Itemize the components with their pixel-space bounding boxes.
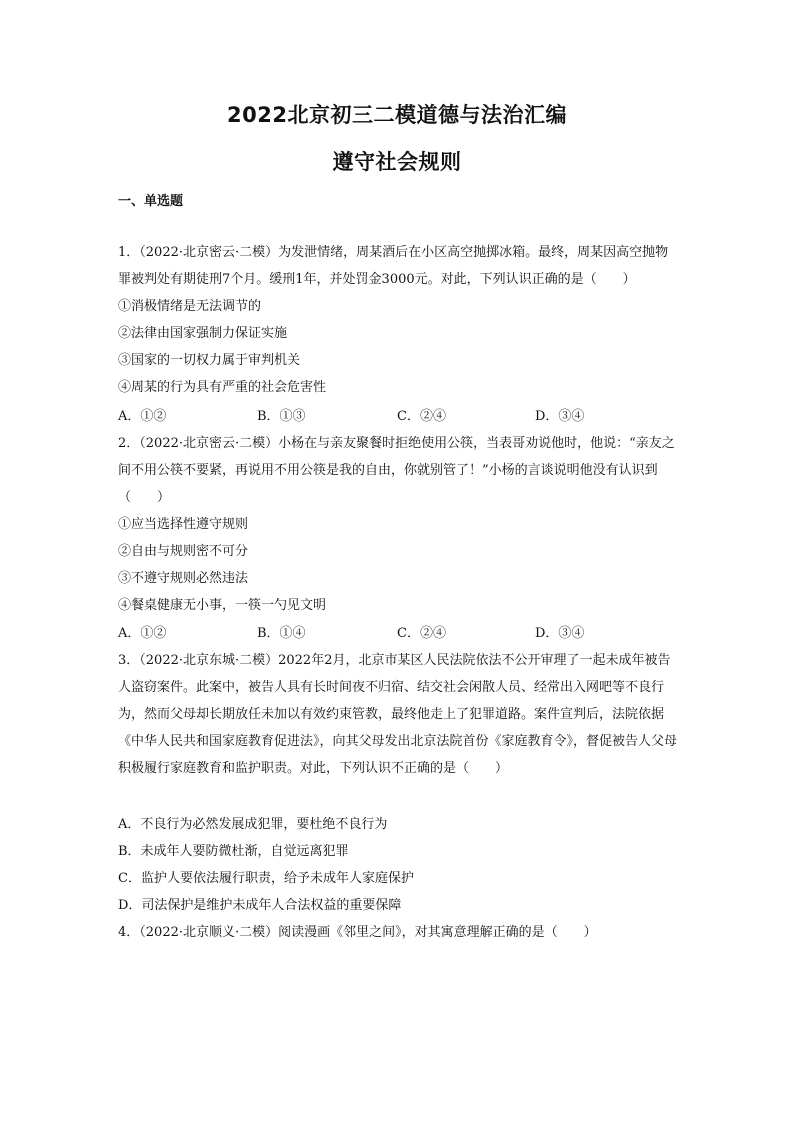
question-1-item-4: ④周某的行为具有严重的社会危害性 [118,380,327,395]
question-1-item-2: ②法律由国家强制力保证实施 [118,326,288,341]
question-3-option-a[interactable]: A．不良行为必然发展成犯罪，要杜绝不良行为 [118,817,388,832]
question-3-stem: 3．（2022·北京东城·二模）2022年2月，北京市某区人民法院依法不公开审理了一起未成年被告人盗窃案件。此案中，被告人具有长时间夜不归宿、结交社会闲散人员、经常出入网吧等不良行为，然而父母却长期放任未加以有效约束管教，最终他走上了犯罪道路。案件宣判后，法院依据《中华人民共和国家庭教育促进法》，向其父母发出北京法院首份《家庭教育令》，督促被告人父母积极履行家庭教育和监护职责。对此，下列认识不正确的是（ ） [118,653,678,776]
question-2-option-d[interactable]: D．③④ [535,626,585,641]
question-1-option-c[interactable]: C．②④ [397,409,446,424]
question-1-option-a[interactable]: A．①② [118,409,167,424]
question-2-stem: 2．（2022·北京密云·二模）小杨在与亲友聚餐时拒绝使用公筷，当表哥劝说他时，他说：“亲友之间不用公筷不要紧，再说用不用公筷是我的自由，你就别管了！”小杨的言谈说明他没有认识到（ ） [118,436,675,505]
question-3-option-c[interactable]: C．监护人要依法履行职责，给予未成年人家庭保护 [118,871,414,886]
document-subtitle: 遵守社会规则 [332,150,462,174]
question-3-option-b[interactable]: B．未成年人要防微杜渐，自觉远离犯罪 [118,844,349,859]
document-title: 2022北京初三二模道德与法治汇编 [227,103,567,127]
question-2-item-3: ③不遵守规则必然违法 [118,571,249,586]
question-1-option-d[interactable]: D．③④ [535,409,585,424]
question-2-option-b[interactable]: B．①④ [257,626,306,641]
question-1-option-b[interactable]: B．①③ [257,409,306,424]
question-2-item-1: ①应当选择性遵守规则 [118,517,249,532]
question-4-stem: 4．（2022·北京顺义·二模）阅读漫画《邻里之间》，对其寓意理解正确的是（ ） [118,925,597,940]
question-1-item-3: ③国家的一切权力属于审判机关 [118,353,301,368]
question-1-item-1: ①消极情绪是无法调节的 [118,299,262,314]
question-1-stem: 1．（2022·北京密云·二模）为发泄情绪，周某酒后在小区高空抛掷冰箱。最终，周某因高空抛物罪被判处有期徒刑7个月。缓刑1年，并处罚金3000元。对此，下列认识正确的是（ ） [118,245,669,287]
question-2-option-a[interactable]: A．①② [118,626,167,641]
section-heading: 一、单选题 [118,194,184,209]
question-2-option-c[interactable]: C．②④ [397,626,446,641]
question-3-option-d[interactable]: D．司法保护是维护未成年人合法权益的重要保障 [118,898,402,913]
question-2-item-2: ②自由与规则密不可分 [118,544,249,559]
question-2-item-4: ④餐桌健康无小事，一筷一勺见文明 [118,598,327,613]
